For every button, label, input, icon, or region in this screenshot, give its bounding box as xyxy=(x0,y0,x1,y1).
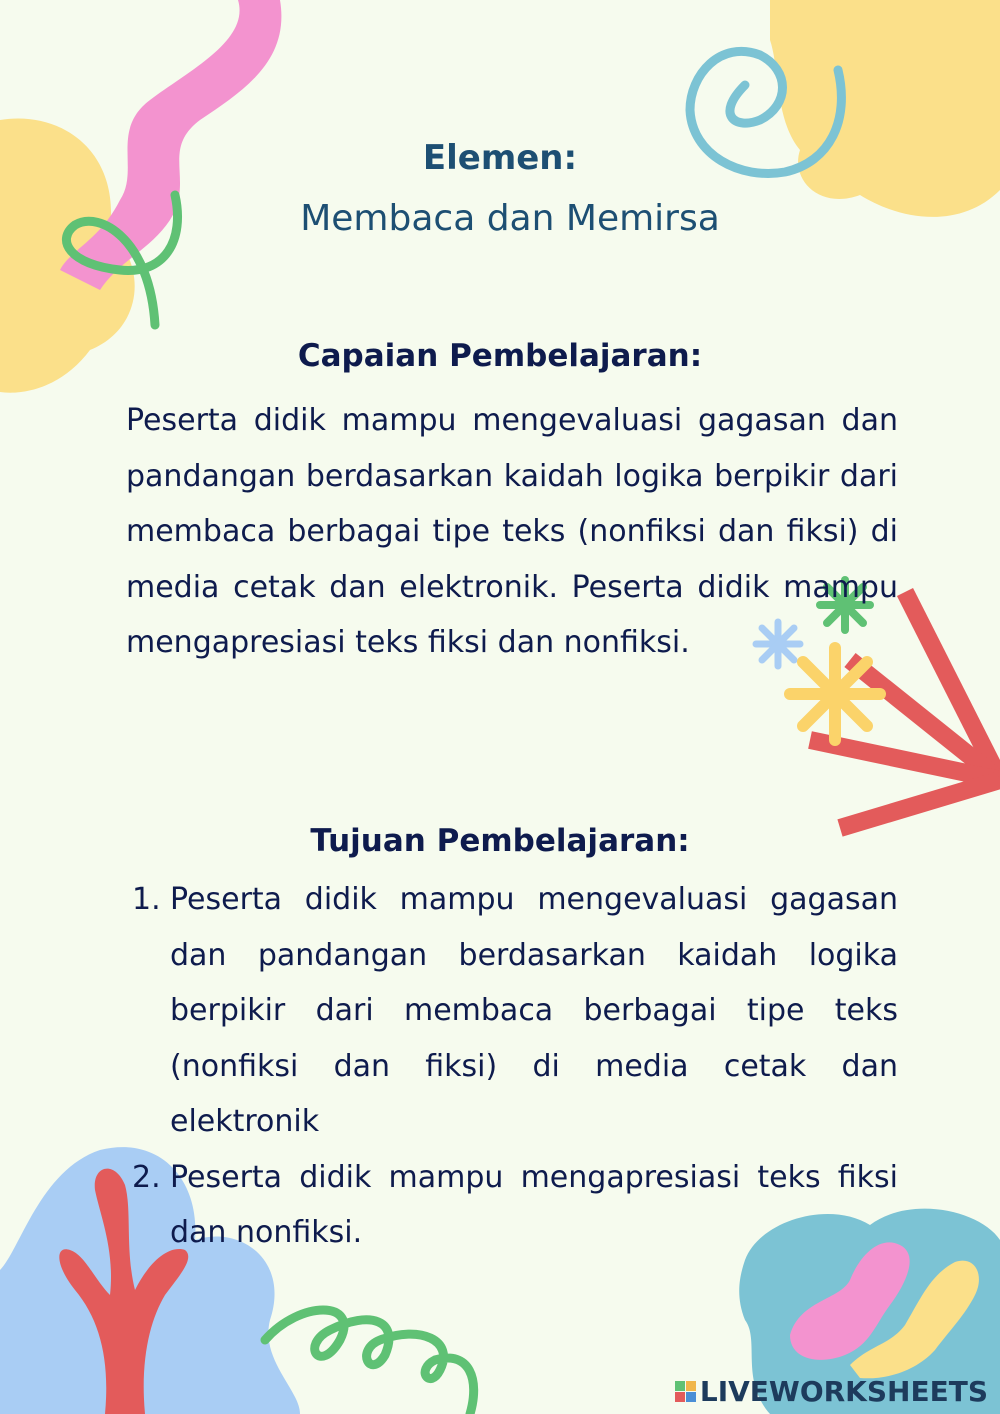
liveworksheets-logo-icon xyxy=(675,1381,696,1402)
objectives-list xyxy=(126,872,898,1261)
brand-name: LIVEWORKSHEETS xyxy=(699,1375,988,1408)
element-label: Elemen: xyxy=(422,138,578,178)
element-value: Membaca dan Memirsa xyxy=(300,198,720,239)
objective-item xyxy=(126,1150,898,1261)
objective-number: 2. xyxy=(132,1159,161,1195)
liveworksheets-brand[interactable] xyxy=(675,1375,988,1408)
objectives-heading: Tujuan Pembelajaran: xyxy=(310,823,690,859)
achievement-text: Peserta didik mampu mengevaluasi gagasan dan pandangan berdasarkan kaidah logika berpikir dari membaca berbagai tipe teks (nonfiksi dan fiksi) di media cetak dan elektronik. Peserta didik mampu mengapresiasi teks fiksi dan nonfiksi. xyxy=(126,403,898,660)
achievement-heading: Capaian Pembelajaran: xyxy=(297,338,703,374)
yellow-blob-top-right xyxy=(770,0,1000,217)
objective-item xyxy=(126,872,898,1150)
objective-text: Peserta didik mampu mengapresiasi teks fiksi dan nonfiksi. xyxy=(170,1159,898,1250)
objective-text: Peserta didik mampu mengevaluasi gagasan dan pandangan berdasarkan kaidah logika berpikir dari membaca berbagai tipe teks (nonfiksi dan fiksi) di media cetak dan elektronik xyxy=(170,882,898,1139)
green-loops-bottom xyxy=(265,1310,474,1414)
objective-number: 1. xyxy=(132,882,161,917)
